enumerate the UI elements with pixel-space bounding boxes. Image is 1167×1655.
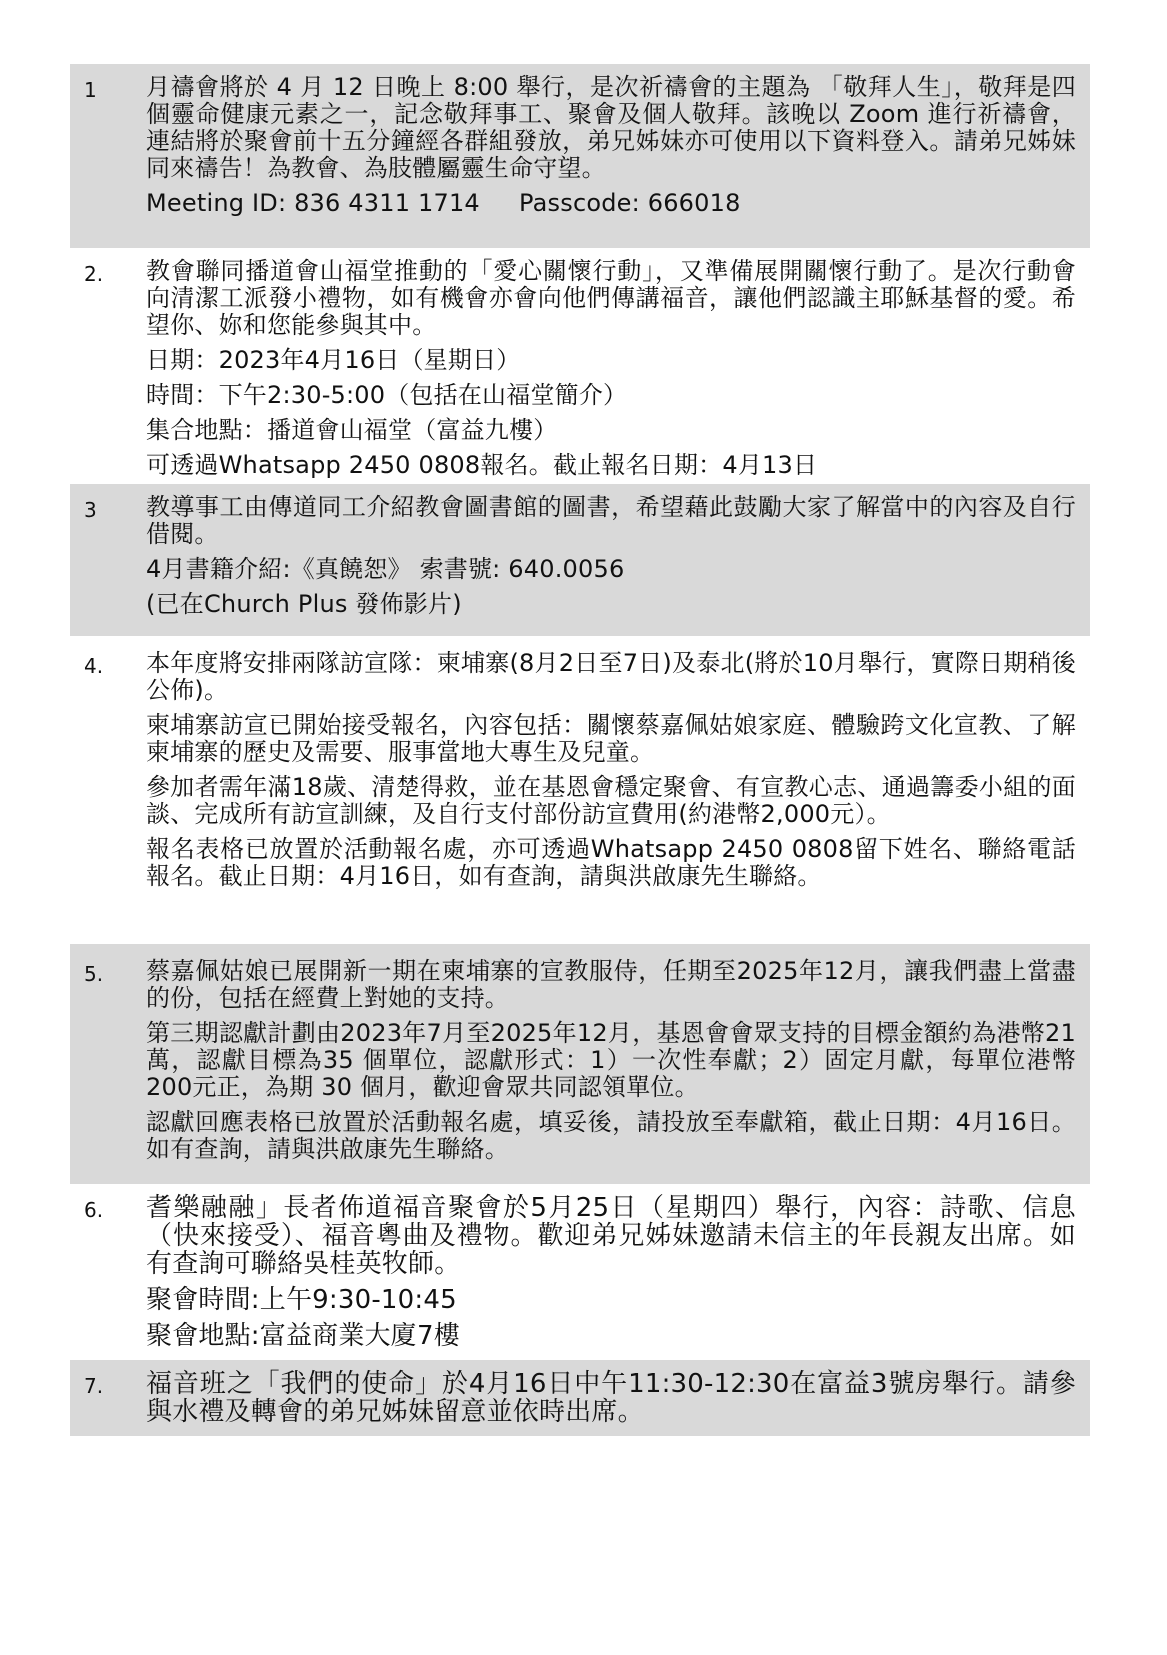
item-body [146,1194,1076,1356]
item-paragraph: 柬埔寨訪宣已開始接受報名，內容包括：關懷蔡嘉佩姑娘家庭、體驗跨文化宣教、了解柬埔寨的歷史及需要、服事當地大專生及兒童。 [146,711,1076,766]
video-note: (已在Church Plus 發佈影片) [146,590,462,618]
announcement-item-1 [70,64,1090,248]
item-number: 7. [84,1374,104,1398]
item-paragraph: 福音班之「我們的使命」於4月16日中午11:30-12:30在富益3號房舉行。請參與水禮及轉會的弟兄姊妹留意並依時出席。 [146,1369,1076,1427]
item-paragraph: 教導事工由傳道同工介紹教會圖書館的圖書，希望藉此鼓勵大家了解當中的內容及自行借閱。 [146,493,1076,548]
event-date: 日期：2023年4月16日（星期日） [146,346,521,374]
meeting-info: Meeting ID: 836 4311 1714 Passcode: 666018 [146,189,741,217]
meeting-time: 聚會時間:上午9:30-10:45 [146,1285,457,1315]
meeting-location: 聚會地點:富益商業大廈7樓 [146,1321,460,1351]
announcement-item-6 [70,1184,1090,1360]
item-body [146,494,1076,632]
item-body [146,1370,1076,1432]
announcement-item-2 [70,248,1090,484]
book-intro: 4月書籍介紹:《真饒恕》 索書號: 640.0056 [146,555,625,583]
announcement-item-5 [70,944,1090,1184]
item-number: 2. [84,262,104,286]
announcement-list [70,64,1090,1436]
item-body [146,958,1076,1180]
item-paragraph: 認獻回應表格已放置於活動報名處，填妥後，請投放至奉獻箱，截止日期：4月16日。如有查詢，請與洪啟康先生聯絡。 [146,1108,1076,1163]
item-paragraph: 參加者需年滿18歲、清楚得救，並在基恩會穩定聚會、有宣教心志、通過籌委小組的面談、完成所有訪宣訓練，及自行支付部份訪宣費用(約港幣2,000元）。 [146,773,1076,828]
item-paragraph: 耆樂融融」長者佈道福音聚會於5月25日（星期四）舉行，內容：詩歌、信息（快來接受）、福音粵曲及禮物。歡迎弟兄姊妹邀請未信主的年長親友出席。如有查詢可聯絡吳桂英牧師。 [146,1193,1076,1279]
item-body [146,650,1076,940]
event-time: 時間：下午2:30-5:00（包括在山福堂簡介） [146,381,628,409]
item-paragraph: 蔡嘉佩姑娘已展開新一期在柬埔寨的宣教服侍，任期至2025年12月，讓我們盡上當盡的份，包括在經費上對她的支持。 [146,957,1076,1012]
announcement-item-4 [70,636,1090,944]
item-paragraph: 第三期認獻計劃由2023年7月至2025年12月，基恩會會眾支持的目標金額約為港幣21萬，認獻目標為35 個單位，認獻形式：1）一次性奉獻；2）固定月獻，每單位港幣200元正，為期 30 個月，歡迎會眾共同認領單位。 [146,1019,1076,1101]
announcement-item-3 [70,484,1090,636]
item-number: 6. [84,1198,104,1222]
item-paragraph: 本年度將安排兩隊訪宣隊：柬埔寨(8月2日至7日)及泰北(將於10月舉行，實際日期稍後公佈)。 [146,649,1076,704]
item-body [146,258,1076,480]
item-body [146,74,1076,244]
item-paragraph: 教會聯同播道會山福堂推動的「愛心關懷行動」，又準備展開關懷行動了。是次行動會向清潔工派發小禮物，如有機會亦會向他們傳講福音，讓他們認識主耶穌基督的愛。希望你、妳和您能參與其中。 [146,257,1076,339]
item-paragraph: 月禱會將於 4 月 12 日晚上 8:00 舉行，是次祈禱會的主題為 「敬拜人生」，敬拜是四個靈命健康元素之一，記念敬拜事工、聚會及個人敬拜。該晚以 Zoom 進行祈禱會，連結將於聚會前十五分鐘經各群組發放，弟兄姊妹亦可使用以下資料登入。請弟兄姊妹同來禱告！為教會、為肢體屬靈生命守望。 [146,73,1076,182]
item-paragraph: 報名表格已放置於活動報名處，亦可透過Whatsapp 2450 0808留下姓名、聯絡電話報名。截止日期：4月16日，如有查詢，請與洪啟康先生聯絡。 [146,835,1076,890]
announcement-item-7 [70,1360,1090,1436]
item-number: 4. [84,654,104,678]
event-registration: 可透過Whatsapp 2450 0808報名。截止報名日期：4月13日 [146,451,818,479]
item-number: 3 [84,498,97,522]
item-number: 1 [84,78,97,102]
item-number: 5. [84,962,104,986]
event-location: 集合地點：播道會山福堂（富益九樓） [146,416,558,444]
